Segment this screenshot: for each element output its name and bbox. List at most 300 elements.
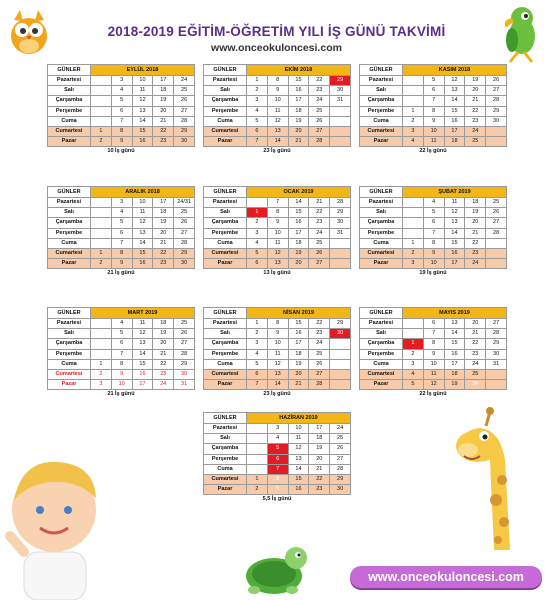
date-cell: 18 bbox=[288, 238, 309, 248]
date-cell: 8 bbox=[267, 474, 288, 484]
weekday-label: Cumartesi bbox=[48, 369, 91, 379]
date-cell bbox=[486, 369, 507, 379]
weekday-row bbox=[48, 248, 195, 258]
date-cell: 20 bbox=[153, 339, 174, 349]
date-cell bbox=[330, 380, 351, 390]
date-cell: 21 bbox=[153, 349, 174, 359]
weekday-row bbox=[204, 86, 351, 96]
date-cell: 3 bbox=[247, 228, 268, 238]
date-cell: 21 bbox=[465, 329, 486, 339]
calendar-table bbox=[203, 186, 351, 278]
date-cell: 28 bbox=[486, 329, 507, 339]
date-cell: 14 bbox=[444, 329, 465, 339]
date-cell: 31 bbox=[330, 96, 351, 106]
weekday-row bbox=[204, 106, 351, 116]
date-cell: 3 bbox=[403, 259, 424, 269]
date-cell: 19 bbox=[309, 444, 330, 454]
weekday-row bbox=[48, 76, 195, 86]
date-cell: 26 bbox=[309, 116, 330, 126]
weekday-row bbox=[48, 319, 195, 329]
workday-total: 5,5 İş günü bbox=[262, 496, 292, 503]
weekday-row bbox=[204, 319, 351, 329]
date-cell bbox=[247, 464, 268, 474]
date-cell: 15 bbox=[288, 319, 309, 329]
date-cell: 30 bbox=[330, 218, 351, 228]
date-cell bbox=[91, 238, 112, 248]
date-cell: 19 bbox=[465, 208, 486, 218]
date-cell: 11 bbox=[132, 86, 153, 96]
weekday-row bbox=[204, 339, 351, 349]
date-cell: 30 bbox=[486, 349, 507, 359]
date-cell: 21 bbox=[153, 238, 174, 248]
weekday-label: Pazar bbox=[48, 137, 91, 147]
weekday-row bbox=[360, 198, 507, 208]
date-cell bbox=[91, 218, 112, 228]
website-button[interactable]: www.onceokuloncesi.com bbox=[350, 566, 542, 588]
date-cell: 27 bbox=[174, 339, 195, 349]
date-cell: 28 bbox=[174, 116, 195, 126]
date-cell: 7 bbox=[247, 137, 268, 147]
giraffe-icon bbox=[450, 400, 550, 550]
date-cell: 7 bbox=[247, 380, 268, 390]
weekday-row bbox=[48, 349, 195, 359]
workday-total: 21 İş günü bbox=[107, 391, 135, 398]
weekday-row bbox=[48, 238, 195, 248]
date-cell bbox=[91, 198, 112, 208]
weekday-label: Pazar bbox=[204, 259, 247, 269]
date-cell: 17 bbox=[288, 96, 309, 106]
column-label: GÜNLER bbox=[360, 187, 403, 198]
date-cell: 2 bbox=[403, 349, 424, 359]
date-cell: 22 bbox=[309, 208, 330, 218]
weekday-label: Salı bbox=[204, 86, 247, 96]
date-cell: 22 bbox=[153, 126, 174, 136]
date-cell: 2 bbox=[247, 218, 268, 228]
date-cell: 13 bbox=[444, 86, 465, 96]
date-cell bbox=[91, 319, 112, 329]
date-cell bbox=[247, 434, 268, 444]
workday-total: 23 İş günü bbox=[263, 391, 291, 398]
date-cell: 27 bbox=[486, 319, 507, 329]
date-cell: 8 bbox=[423, 339, 444, 349]
weekday-label: Pazartesi bbox=[204, 319, 247, 329]
date-cell: 10 bbox=[267, 228, 288, 238]
date-cell: 9 bbox=[111, 369, 132, 379]
weekday-row bbox=[204, 329, 351, 339]
date-cell: 25 bbox=[309, 106, 330, 116]
date-cell: 17 bbox=[153, 198, 174, 208]
date-cell: 22 bbox=[309, 474, 330, 484]
date-cell: 28 bbox=[486, 96, 507, 106]
weekday-row bbox=[360, 228, 507, 238]
weekday-row bbox=[204, 424, 351, 434]
weekday-row bbox=[360, 116, 507, 126]
date-cell: 21 bbox=[309, 198, 330, 208]
date-cell: 28 bbox=[309, 380, 330, 390]
date-cell: 24 bbox=[153, 380, 174, 390]
weekday-label: Salı bbox=[204, 434, 247, 444]
date-cell: 19 bbox=[288, 116, 309, 126]
date-cell: 16 bbox=[132, 259, 153, 269]
date-cell: 14 bbox=[288, 464, 309, 474]
date-cell: 23 bbox=[465, 248, 486, 258]
weekday-label: Perşembe bbox=[204, 349, 247, 359]
date-cell: 22 bbox=[465, 238, 486, 248]
date-cell: 25 bbox=[486, 198, 507, 208]
date-cell: 2 bbox=[247, 485, 268, 495]
month-calendar-subat bbox=[359, 186, 507, 278]
date-cell: 3 bbox=[91, 380, 112, 390]
date-cell: 5 bbox=[267, 444, 288, 454]
weekday-row bbox=[48, 208, 195, 218]
date-cell: 5 bbox=[423, 76, 444, 86]
weekday-row bbox=[360, 137, 507, 147]
date-cell: 3 bbox=[247, 96, 268, 106]
weekday-label: Çarşamba bbox=[360, 96, 403, 106]
date-cell: 23 bbox=[309, 485, 330, 495]
date-cell bbox=[330, 106, 351, 116]
weekday-row bbox=[360, 106, 507, 116]
date-cell: 6 bbox=[247, 259, 268, 269]
date-cell: 14 bbox=[132, 238, 153, 248]
column-label: GÜNLER bbox=[48, 187, 91, 198]
weekday-label: Cuma bbox=[204, 116, 247, 126]
weekday-row bbox=[48, 218, 195, 228]
weekday-label: Cuma bbox=[204, 464, 247, 474]
date-cell: 2 bbox=[403, 116, 424, 126]
date-cell: 24 bbox=[309, 339, 330, 349]
month-calendar-mart bbox=[47, 307, 195, 399]
weekday-row bbox=[48, 198, 195, 208]
date-cell: 25 bbox=[309, 349, 330, 359]
month-calendar-kasim bbox=[359, 64, 507, 156]
date-cell: 11 bbox=[423, 369, 444, 379]
date-cell: 17 bbox=[309, 424, 330, 434]
date-cell: 8 bbox=[111, 359, 132, 369]
month-name: MAYIS 2019 bbox=[403, 308, 507, 319]
date-cell: 1 bbox=[403, 238, 424, 248]
date-cell bbox=[403, 329, 424, 339]
date-cell: 7 bbox=[111, 238, 132, 248]
date-cell: 14 bbox=[267, 137, 288, 147]
weekday-row bbox=[360, 339, 507, 349]
date-cell: 28 bbox=[174, 238, 195, 248]
owl-icon bbox=[8, 8, 50, 56]
date-cell: 22 bbox=[153, 359, 174, 369]
calendar-table bbox=[203, 307, 351, 399]
date-cell: 10 bbox=[288, 424, 309, 434]
date-cell: 3 bbox=[247, 339, 268, 349]
date-cell: 28 bbox=[309, 137, 330, 147]
weekday-row bbox=[204, 369, 351, 379]
date-cell: 27 bbox=[309, 369, 330, 379]
date-cell: 23 bbox=[309, 329, 330, 339]
date-cell: 18 bbox=[465, 198, 486, 208]
date-cell: 1 bbox=[403, 106, 424, 116]
date-cell: 23 bbox=[465, 349, 486, 359]
weekday-row bbox=[204, 198, 351, 208]
date-cell: 10 bbox=[111, 380, 132, 390]
month-calendar-aralik bbox=[47, 186, 195, 278]
date-cell bbox=[91, 228, 112, 238]
date-cell: 18 bbox=[444, 369, 465, 379]
weekday-row bbox=[48, 86, 195, 96]
date-cell bbox=[403, 319, 424, 329]
date-cell: 2 bbox=[403, 248, 424, 258]
weekday-label: Perşembe bbox=[360, 106, 403, 116]
column-label: GÜNLER bbox=[360, 65, 403, 76]
date-cell: 30 bbox=[174, 137, 195, 147]
date-cell: 2 bbox=[247, 86, 268, 96]
date-cell: 12 bbox=[444, 208, 465, 218]
date-cell bbox=[330, 349, 351, 359]
date-cell: 16 bbox=[288, 329, 309, 339]
month-name: OCAK 2019 bbox=[247, 187, 351, 198]
weekday-label: Cumartesi bbox=[48, 126, 91, 136]
weekday-row bbox=[204, 454, 351, 464]
date-cell: 1 bbox=[247, 319, 268, 329]
weekday-row bbox=[48, 380, 195, 390]
date-cell: 8 bbox=[111, 126, 132, 136]
date-cell bbox=[330, 248, 351, 258]
weekday-label: Perşembe bbox=[204, 228, 247, 238]
weekday-label: Pazar bbox=[204, 380, 247, 390]
month-name: ŞUBAT 2019 bbox=[403, 187, 507, 198]
date-cell: 19 bbox=[153, 329, 174, 339]
date-cell: 30 bbox=[486, 116, 507, 126]
date-cell: 23 bbox=[309, 218, 330, 228]
date-cell: 17 bbox=[444, 259, 465, 269]
date-cell: 5 bbox=[247, 248, 268, 258]
date-cell: 7 bbox=[267, 464, 288, 474]
date-cell: 23 bbox=[465, 116, 486, 126]
weekday-row bbox=[360, 76, 507, 86]
date-cell: 18 bbox=[444, 137, 465, 147]
date-cell bbox=[91, 339, 112, 349]
month-calendar-ekim bbox=[203, 64, 351, 156]
calendar-table bbox=[47, 307, 195, 399]
date-cell: 5 bbox=[111, 218, 132, 228]
date-cell: 9 bbox=[267, 86, 288, 96]
date-cell bbox=[403, 228, 424, 238]
date-cell: 22 bbox=[153, 248, 174, 258]
weekday-label: Pazartesi bbox=[204, 424, 247, 434]
month-name: ARALIK 2018 bbox=[91, 187, 195, 198]
column-label: GÜNLER bbox=[204, 65, 247, 76]
date-cell bbox=[247, 198, 268, 208]
date-cell: 19 bbox=[444, 380, 465, 390]
date-cell: 11 bbox=[267, 349, 288, 359]
calendar-table bbox=[203, 64, 351, 156]
workday-total: 21 İş günü bbox=[107, 270, 135, 277]
weekday-label: Salı bbox=[204, 208, 247, 218]
date-cell: 25 bbox=[465, 369, 486, 379]
date-cell: 18 bbox=[309, 434, 330, 444]
date-cell bbox=[486, 380, 507, 390]
parrot-icon bbox=[492, 4, 548, 64]
date-cell bbox=[330, 116, 351, 126]
date-cell bbox=[330, 359, 351, 369]
date-cell bbox=[330, 259, 351, 269]
date-cell: 15 bbox=[288, 76, 309, 86]
date-cell: 30 bbox=[330, 485, 351, 495]
date-cell: 15 bbox=[444, 339, 465, 349]
date-cell: 4 bbox=[111, 319, 132, 329]
date-cell: 29 bbox=[330, 208, 351, 218]
date-cell: 6 bbox=[111, 339, 132, 349]
date-cell bbox=[403, 218, 424, 228]
date-cell bbox=[486, 126, 507, 136]
date-cell: 17 bbox=[288, 339, 309, 349]
date-cell: 27 bbox=[486, 86, 507, 96]
weekday-row bbox=[204, 228, 351, 238]
weekday-label: Salı bbox=[360, 208, 403, 218]
date-cell bbox=[247, 454, 268, 464]
date-cell: 13 bbox=[444, 319, 465, 329]
weekday-row bbox=[204, 464, 351, 474]
date-cell: 27 bbox=[174, 228, 195, 238]
date-cell: 15 bbox=[132, 126, 153, 136]
date-cell: 9 bbox=[267, 218, 288, 228]
date-cell bbox=[91, 86, 112, 96]
weekday-row bbox=[204, 474, 351, 484]
date-cell bbox=[330, 126, 351, 136]
weekday-label: Pazar bbox=[360, 380, 403, 390]
date-cell bbox=[91, 208, 112, 218]
date-cell: 30 bbox=[330, 86, 351, 96]
date-cell: 28 bbox=[330, 464, 351, 474]
weekday-label: Cumartesi bbox=[204, 474, 247, 484]
date-cell: 12 bbox=[288, 444, 309, 454]
date-cell: 8 bbox=[267, 76, 288, 86]
page-title: 2018-2019 EĞİTİM-ÖĞRETİM YILI İŞ GÜNÜ TAKVİMİ bbox=[107, 24, 446, 39]
weekday-row bbox=[204, 208, 351, 218]
date-cell: 16 bbox=[444, 248, 465, 258]
weekday-label: Salı bbox=[48, 208, 91, 218]
date-cell: 13 bbox=[132, 339, 153, 349]
weekday-row bbox=[204, 137, 351, 147]
date-cell bbox=[330, 238, 351, 248]
date-cell: 10 bbox=[267, 339, 288, 349]
calendar-table bbox=[359, 64, 507, 156]
date-cell: 7 bbox=[423, 96, 444, 106]
date-cell: 19 bbox=[153, 96, 174, 106]
date-cell: 1 bbox=[403, 339, 424, 349]
weekday-row bbox=[204, 485, 351, 495]
date-cell: 1 bbox=[247, 208, 268, 218]
weekday-label: Çarşamba bbox=[48, 218, 91, 228]
date-cell: 11 bbox=[132, 208, 153, 218]
date-cell: 19 bbox=[465, 76, 486, 86]
date-cell: 4 bbox=[111, 208, 132, 218]
date-cell: 23 bbox=[153, 137, 174, 147]
date-cell: 21 bbox=[309, 464, 330, 474]
date-cell bbox=[91, 329, 112, 339]
date-cell: 29 bbox=[174, 248, 195, 258]
date-cell: 24/31 bbox=[174, 198, 195, 208]
weekday-row bbox=[360, 259, 507, 269]
date-cell: 27 bbox=[330, 454, 351, 464]
date-cell bbox=[247, 444, 268, 454]
date-cell: 20 bbox=[153, 106, 174, 116]
date-cell: 3 bbox=[111, 76, 132, 86]
date-cell: 21 bbox=[153, 116, 174, 126]
workday-total: 13 İş günü bbox=[263, 270, 291, 277]
weekday-label: Cumartesi bbox=[204, 248, 247, 258]
date-cell: 7 bbox=[111, 116, 132, 126]
weekday-label: Salı bbox=[204, 329, 247, 339]
date-cell bbox=[486, 248, 507, 258]
date-cell: 20 bbox=[465, 319, 486, 329]
weekday-label: Perşembe bbox=[48, 228, 91, 238]
date-cell: 6 bbox=[423, 86, 444, 96]
date-cell bbox=[403, 96, 424, 106]
date-cell bbox=[403, 198, 424, 208]
date-cell: 5 bbox=[247, 116, 268, 126]
weekday-label: Pazartesi bbox=[204, 198, 247, 208]
date-cell: 24 bbox=[465, 259, 486, 269]
date-cell: 1 bbox=[91, 248, 112, 258]
date-cell bbox=[486, 137, 507, 147]
date-cell: 24 bbox=[330, 424, 351, 434]
date-cell: 1 bbox=[247, 474, 268, 484]
weekday-label: Perşembe bbox=[360, 349, 403, 359]
date-cell: 26 bbox=[486, 76, 507, 86]
weekday-row bbox=[360, 218, 507, 228]
weekday-label: Çarşamba bbox=[360, 218, 403, 228]
weekday-label: Perşembe bbox=[204, 106, 247, 116]
weekday-row bbox=[204, 126, 351, 136]
column-label: GÜNLER bbox=[204, 308, 247, 319]
date-cell: 10 bbox=[132, 76, 153, 86]
date-cell: 20 bbox=[288, 369, 309, 379]
date-cell: 13 bbox=[288, 454, 309, 464]
weekday-label: Çarşamba bbox=[48, 339, 91, 349]
date-cell: 6 bbox=[423, 218, 444, 228]
turtle-icon bbox=[240, 540, 312, 598]
date-cell: 15 bbox=[444, 238, 465, 248]
workday-total: 22 İş günü bbox=[419, 148, 447, 155]
month-calendar-ocak bbox=[203, 186, 351, 278]
date-cell: 2 bbox=[91, 137, 112, 147]
weekday-label: Çarşamba bbox=[204, 218, 247, 228]
weekday-label: Cuma bbox=[360, 359, 403, 369]
date-cell: 29 bbox=[174, 359, 195, 369]
weekday-row bbox=[48, 329, 195, 339]
weekday-row bbox=[360, 238, 507, 248]
weekday-label: Pazartesi bbox=[48, 319, 91, 329]
weekday-row bbox=[204, 259, 351, 269]
date-cell: 6 bbox=[247, 369, 268, 379]
date-cell: 11 bbox=[423, 137, 444, 147]
weekday-label: Cuma bbox=[48, 116, 91, 126]
weekday-row bbox=[204, 380, 351, 390]
date-cell: 13 bbox=[132, 228, 153, 238]
date-cell: 28 bbox=[174, 349, 195, 359]
date-cell: 8 bbox=[423, 106, 444, 116]
date-cell: 23 bbox=[153, 369, 174, 379]
date-cell: 13 bbox=[267, 369, 288, 379]
date-cell: 30 bbox=[174, 369, 195, 379]
date-cell: 10 bbox=[423, 126, 444, 136]
date-cell: 12 bbox=[132, 329, 153, 339]
date-cell: 6 bbox=[267, 454, 288, 464]
date-cell: 14 bbox=[444, 96, 465, 106]
date-cell: 27 bbox=[309, 259, 330, 269]
weekday-row bbox=[360, 248, 507, 258]
weekday-label: Cuma bbox=[48, 359, 91, 369]
date-cell: 26 bbox=[309, 359, 330, 369]
